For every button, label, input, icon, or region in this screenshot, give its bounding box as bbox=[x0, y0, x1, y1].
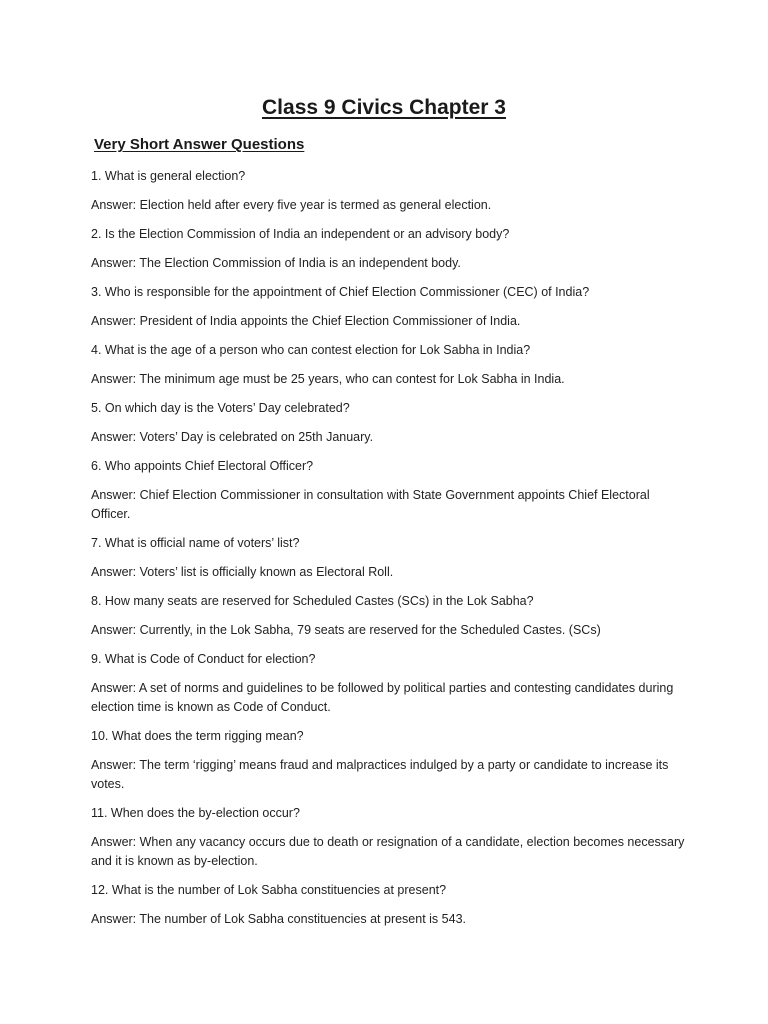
question-2: 2. Is the Election Commission of India an independent or an advisory body? bbox=[91, 227, 510, 241]
question-11: 11. When does the by-election occur? bbox=[91, 806, 300, 820]
answer-10: Answer: The term ‘rigging’ means fraud and malpractices indulged by a party or candidate to increase its votes. bbox=[91, 758, 669, 791]
answer-8: Answer: Currently, in the Lok Sabha, 79 seats are reserved for the Scheduled Castes. (SCs) bbox=[91, 623, 601, 637]
answer-9: Answer: A set of norms and guidelines to be followed by political parties and contesting candidates during election time is known as Code of Conduct. bbox=[91, 681, 674, 714]
answer-12: Answer: The number of Lok Sabha constituencies at present is 543. bbox=[91, 912, 466, 926]
answer-6: Answer: Chief Election Commissioner in consultation with State Government appoints Chief Electoral Officer. bbox=[91, 488, 650, 521]
qa-list bbox=[91, 167, 691, 939]
answer-7: Answer: Voters’ list is officially known as Electoral Roll. bbox=[91, 565, 394, 579]
answer-1: Answer: Election held after every five year is termed as general election. bbox=[91, 198, 492, 212]
answer-4: Answer: The minimum age must be 25 years, who can contest for Lok Sabha in India. bbox=[91, 372, 565, 386]
question-8: 8. How many seats are reserved for Scheduled Castes (SCs) in the Lok Sabha? bbox=[91, 594, 534, 608]
question-9: 9. What is Code of Conduct for election? bbox=[91, 652, 316, 666]
question-10: 10. What does the term rigging mean? bbox=[91, 729, 304, 743]
section-heading: Very Short Answer Questions bbox=[94, 136, 305, 153]
question-6: 6. Who appoints Chief Electoral Officer? bbox=[91, 459, 314, 473]
question-4: 4. What is the age of a person who can contest election for Lok Sabha in India? bbox=[91, 343, 531, 357]
question-5: 5. On which day is the Voters’ Day celebrated? bbox=[91, 401, 350, 415]
answer-5: Answer: Voters’ Day is celebrated on 25th January. bbox=[91, 430, 374, 444]
answer-3: Answer: President of India appoints the Chief Election Commissioner of India. bbox=[91, 314, 521, 328]
question-7: 7. What is official name of voters’ list? bbox=[91, 536, 300, 550]
answer-2: Answer: The Election Commission of India is an independent body. bbox=[91, 256, 461, 270]
question-12: 12. What is the number of Lok Sabha constituencies at present? bbox=[91, 883, 447, 897]
question-3: 3. Who is responsible for the appointment of Chief Election Commissioner (CEC) of India? bbox=[91, 285, 590, 299]
question-1: 1. What is general election? bbox=[91, 169, 246, 183]
document-title: Class 9 Civics Chapter 3 bbox=[262, 96, 506, 119]
answer-11: Answer: When any vacancy occurs due to death or resignation of a candidate, election becomes necessary and it is known as by-election. bbox=[91, 835, 685, 868]
